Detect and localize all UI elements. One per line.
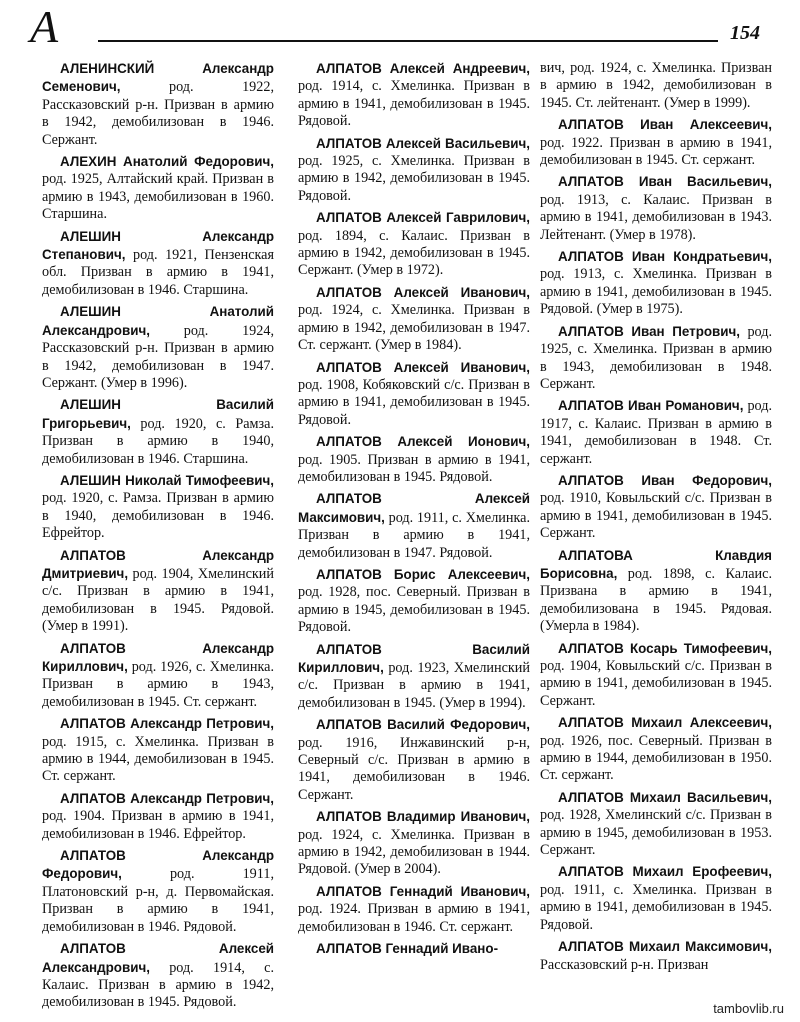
entry — [298, 883, 530, 936]
entry — [298, 716, 530, 804]
entry-text: род. 1905. Призван в армию в 1941, демобилизован в 1945. Рядовой. — [298, 451, 530, 485]
entry-text: род. 1898, с. Калаис. Призвана в армию в 1941, демобилизована в 1945. Рядовая. (Умерла в 1984). — [540, 565, 772, 635]
column-2 — [298, 60, 530, 963]
entry-text: род. 1917, с. Калаис. Призван в армию в 1941, демобилизован в 1948. Ст. сержант. — [540, 398, 772, 467]
entry — [540, 547, 772, 636]
entry — [540, 789, 772, 860]
entry — [540, 640, 772, 711]
entry-text: род. 1916, Инжавинский р-н, Северный с/с. Призван в армию в 1941, демобилизован в 1946. Сержант. — [298, 734, 530, 803]
entry — [298, 641, 530, 713]
entry-text: род. 1924. Призван в армию в 1941, демобилизован в 1946. Ст. сержант. — [298, 901, 530, 935]
entry — [42, 396, 274, 468]
entry-text: род. 1913, с. Калаис. Призван в армию в 1941, демобилизован в 1943. Лейтенант. (Умер в 1978). — [540, 191, 772, 243]
entry-name: АЛПАТОВ Владимир Иванович, — [316, 809, 530, 825]
entry-text: род. 1924, с. Хмелинка. Призван в армию в 1942, демобилизован в 1944. Рядовой. (Умер в 2004). — [298, 826, 530, 878]
entry — [540, 938, 772, 974]
entry-name: АЛПАТОВ Михаил Ерофеевич, — [558, 864, 772, 880]
entry-name: АЛПАТОВ Иван Романович, — [558, 398, 744, 414]
entry-text: род. 1904, Хмелинский с/с. Призван в армию в 1941, демобилизован в 1945. Рядовой. (Умер в 1991). — [42, 565, 274, 635]
entry-name: АЛПАТОВ Алексей Максимович, — [298, 491, 530, 525]
entry — [42, 547, 274, 636]
entry-text: род. 1926, пос. Северный. Призван в армию в 1944, демобилизован в 1950. Ст. сержант. — [540, 732, 772, 784]
entry-text: род. 1920, с. Рамза. Призван в армию в 1940, демобилизован в 1946. Старшина. — [42, 415, 274, 467]
entry-text: род. 1914, с. Калаис. Призван в армию в 1942, демобилизован в 1945. Рядовой. — [42, 959, 274, 1011]
entry-text: род. 1923, Хмелинский с/с. Призван в армию в 1941, демобилизован в 1945. (Умер в 1994). — [298, 660, 530, 711]
entry-text: род. 1925, с. Хмелинка. Призван в армию в 1942, демобилизован в 1945. Рядовой. — [298, 153, 530, 204]
entry-name: АЛЕШИН Николай Тимофеевич, — [60, 472, 274, 488]
entry — [540, 116, 772, 169]
entry — [298, 60, 530, 131]
entry-name: АЛЕНИНСКИЙ Александр Семенович, — [42, 61, 274, 95]
entry-name: АЛПАТОВ Алексей Иванович, — [316, 284, 530, 300]
entry-name: АЛПАТОВ Александр Петрович, — [60, 716, 274, 732]
entry-text: род. 1911, с. Хмелинка. Призван в армию в 1941, демобилизован в 1947. Рядовой. — [298, 509, 530, 561]
entry-name: АЛПАТОВ Михаил Максимович, — [558, 939, 772, 955]
entry-name: АЛПАТОВ Александр Кириллович, — [42, 640, 274, 674]
entry-name: АЛПАТОВ Александр Дмитриевич, — [42, 547, 274, 581]
entry-name: АЛЕХИН Анатолий Федорович, — [60, 154, 274, 170]
entry — [42, 303, 274, 392]
page-header — [0, 0, 800, 58]
entry-name: АЛПАТОВ Алексей Ионович, — [316, 434, 530, 450]
section-letter: А — [30, 1, 59, 52]
entry — [298, 135, 530, 206]
column-3 — [540, 60, 772, 978]
entry — [298, 209, 530, 280]
entry-text: род. 1924, с. Хмелинка. Призван в армию в 1942, демобилизован в 1947. Ст. сержант. (Умер в 1984). — [298, 302, 530, 354]
entry-text: Рассказовский р-н. Призван — [540, 956, 709, 973]
entry — [42, 940, 274, 1012]
entry — [42, 715, 274, 786]
entry-name: АЛПАТОВ Иван Кондратьевич, — [558, 249, 772, 265]
entry-name: АЛПАТОВ Борис Алексеевич, — [316, 566, 530, 582]
entry-text: род. 1921, Пензенская обл. Призван в армию в 1941, демобилизован в 1946. Старшина. — [42, 247, 274, 298]
entry — [42, 472, 274, 543]
entry-text: род. 1911, Платоновский р-н, д. Первомайская. Призван в армию в 1941, демобилизован в 1946. Рядовой. — [42, 866, 274, 935]
entry — [298, 284, 530, 355]
entry-name: АЛПАТОВ Иван Петрович, — [558, 323, 741, 339]
entry — [540, 323, 772, 394]
entry — [540, 714, 772, 785]
entry-name: АЛПАТОВА Клавдия Борисовна, — [540, 547, 772, 581]
entry — [298, 490, 530, 562]
entry — [540, 60, 772, 112]
entry — [298, 433, 530, 486]
entry-name: АЛПАТОВ Василий Федорович, — [316, 717, 530, 733]
entry-name: АЛПАТОВ Иван Васильевич, — [558, 174, 772, 190]
entry-name: АЛПАТОВ Иван Алексеевич, — [558, 117, 772, 133]
entry — [298, 940, 530, 958]
entry-text: род. 1925, Алтайский край. Призван в армию в 1943, демобилизован в 1960. Старшина. — [42, 171, 274, 223]
entry-name: АЛПАТОВ Александр Федорович, — [42, 848, 274, 882]
entry-name: АЛПАТОВ Алексей Александрович, — [42, 941, 274, 975]
header-rule — [98, 40, 718, 42]
entry — [540, 173, 772, 244]
entry-text: род. 1914, с. Хмелинка. Призван в армию в 1941, демобилизован в 1945. Рядовой. — [298, 78, 530, 130]
entry-text: вич, род. 1924, с. Хмелинка. Призван в армию в 1942, демобилизован в 1945. Ст. лейтенант. (Умер в 1999). — [540, 60, 772, 111]
entry-text: род. 1911, с. Хмелинка. Призван в армию в 1941, демобилизован в 1945. Рядовой. — [540, 881, 772, 933]
entry — [298, 359, 530, 430]
entry-name: АЛПАТОВ Геннадий Иванович, — [316, 883, 530, 899]
entry-text: род. 1915, с. Хмелинка. Призван в армию в 1944, демобилизован в 1945. Ст. сержант. — [42, 733, 274, 785]
entry — [540, 472, 772, 543]
entry-text: род. 1904. Призван в армию в 1941, демобилизован в 1946. Ефрейтор. — [42, 808, 274, 842]
entry — [42, 153, 274, 224]
entry — [298, 566, 530, 637]
entry-name: АЛЕШИН Василий Григорьевич, — [42, 397, 274, 431]
entry-name: АЛПАТОВ Алексей Иванович, — [316, 359, 530, 375]
entry — [42, 847, 274, 936]
entry-name: АЛПАТОВ Алексей Андреевич, — [316, 61, 530, 76]
entry — [540, 397, 772, 468]
entry-text: род. 1928, пос. Северный. Призван в армию в 1945, демобилизован в 1945. Рядовой. — [298, 584, 530, 636]
entry-text: род. 1910, Ковыльский с/с. Призван в армию в 1941, демобилизован в 1945. Сержант. — [540, 490, 772, 542]
entry-name: АЛПАТОВ Иван Федорович, — [558, 472, 772, 488]
entry-text: род. 1904, Ковыльский с/с. Призван в армию в 1941, демобилизован в 1945. Сержант. — [540, 658, 772, 709]
entry — [42, 228, 274, 300]
entry — [540, 863, 772, 934]
entry-name: АЛЕШИН Анатолий Александрович, — [42, 304, 274, 338]
entry-name: АЛЕШИН Александр Степанович, — [42, 228, 274, 263]
entry-text: род. 1894, с. Калаис. Призван в армию в 1942, демобилизован в 1945. Сержант. (Умер в 1972). — [298, 227, 530, 279]
entry — [540, 248, 772, 319]
entry — [42, 640, 274, 712]
entry-name: АЛПАТОВ Михаил Алексеевич, — [558, 715, 772, 731]
entry — [42, 60, 274, 149]
entry-name: АЛПАТОВ Василий Кириллович, — [298, 641, 530, 675]
entry-text: род. 1925, с. Хмелинка. Призван в армию в 1943, демобилизован в 1948. Сержант. — [540, 323, 773, 392]
entry-text: род. 1924, Рассказовский р-н. Призван в армию в 1942, демобилизован в 1947. Сержант. (Умер в 1996). — [42, 322, 274, 391]
entry-text: род. 1908, Кобяковский с/с. Призван в армию в 1941, демобилизован в 1945. Рядовой. — [298, 376, 530, 428]
page-number: 154 — [730, 22, 760, 44]
entry-name: АЛПАТОВ Александр Петрович, — [60, 790, 274, 806]
column-1 — [42, 60, 274, 1016]
entry-text: род. 1920, с. Рамза. Призван в армию в 1940, демобилизован в 1946. Ефрейтор. — [42, 490, 274, 542]
entry-text: род. 1922, Рассказовский р-н. Призван в армию в 1942, демобилизован в 1946. Сержант. — [42, 79, 274, 148]
entry-text: род. 1922. Призван в армию в 1941, демобилизован в 1945. Ст. сержант. — [540, 134, 772, 169]
entry — [298, 808, 530, 879]
entry-name: АЛПАТОВ Геннадий Ивано- — [316, 941, 499, 957]
entry-text: род. 1928, Хмелинский с/с. Призван в армию в 1945, демобилизован в 1953. Сержант. — [540, 807, 772, 859]
entry-text: род. 1926, с. Хмелинка. Призван в армию в 1943, демобилизован в 1945. Ст. сержант. — [42, 659, 274, 710]
entry-name: АЛПАТОВ Косарь Тимофеевич, — [558, 640, 772, 656]
site-watermark: tambovlib.ru — [713, 1001, 784, 1016]
entry — [42, 790, 274, 843]
entry-text: род. 1913, с. Хмелинка. Призван в армию в 1941, демобилизован в 1945. Рядовой. (Умер в 1975). — [540, 266, 772, 318]
entry-name: АЛПАТОВ Михаил Васильевич, — [558, 789, 772, 805]
entry-name: АЛПАТОВ Алексей Васильевич, — [316, 135, 530, 151]
entry-name: АЛПАТОВ Алексей Гаврилович, — [316, 210, 530, 226]
